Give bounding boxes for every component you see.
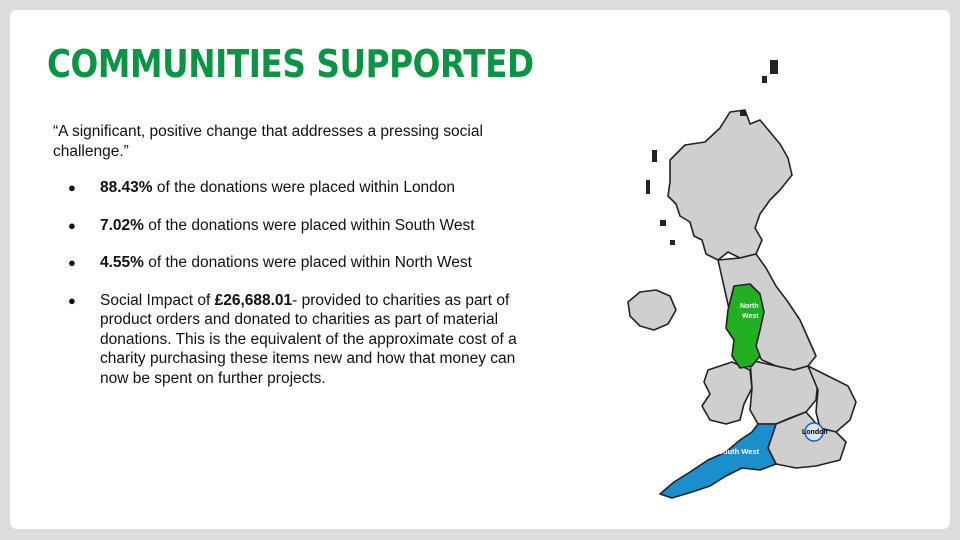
list-item — [68, 291, 518, 389]
wales-region — [702, 362, 752, 424]
south-west-label: South West — [718, 447, 760, 456]
london-percent: 88.43% — [100, 179, 153, 196]
north-west-region — [726, 284, 764, 368]
london-label: London — [802, 429, 828, 436]
south-west-region — [660, 424, 776, 498]
bullet-icon: ● — [68, 292, 76, 308]
list-item-text: - provided to charities as part of product orders and donated to charities as part of material donations. This is the equivalent of the approximate cost of a charity purchasing these items new and how that money can now be spent on further projects. — [100, 291, 517, 387]
north-west-percent: 4.55% — [100, 254, 144, 271]
north-west-label-2: West — [742, 313, 759, 320]
slide — [10, 10, 950, 529]
bullet-icon: ● — [68, 180, 76, 195]
list-item-text: of the donations were placed within London — [152, 179, 456, 196]
bullet-icon: ● — [68, 255, 76, 270]
uk-map — [610, 40, 870, 500]
list-item — [68, 216, 518, 236]
bullet-list — [68, 178, 518, 406]
quote-text: “A significant, positive change that addresses a pressing social challenge.” — [53, 123, 483, 160]
page-title: COMMUNITIES SUPPORTED — [47, 42, 534, 86]
scotland-region — [668, 110, 792, 260]
list-item — [68, 178, 518, 198]
list-item-prefix: Social Impact of — [100, 291, 215, 309]
south-west-percent: 7.02% — [100, 216, 144, 234]
list-item-text: of the donations were placed within North West — [143, 254, 472, 271]
northern-ireland-region — [628, 290, 676, 330]
social-impact-value: £26,688.01 — [214, 291, 293, 309]
list-item-text: of the donations were placed within South West — [143, 216, 475, 234]
list-item — [68, 253, 518, 273]
north-west-label-1: North — [740, 303, 759, 310]
bullet-icon: ● — [68, 217, 76, 233]
